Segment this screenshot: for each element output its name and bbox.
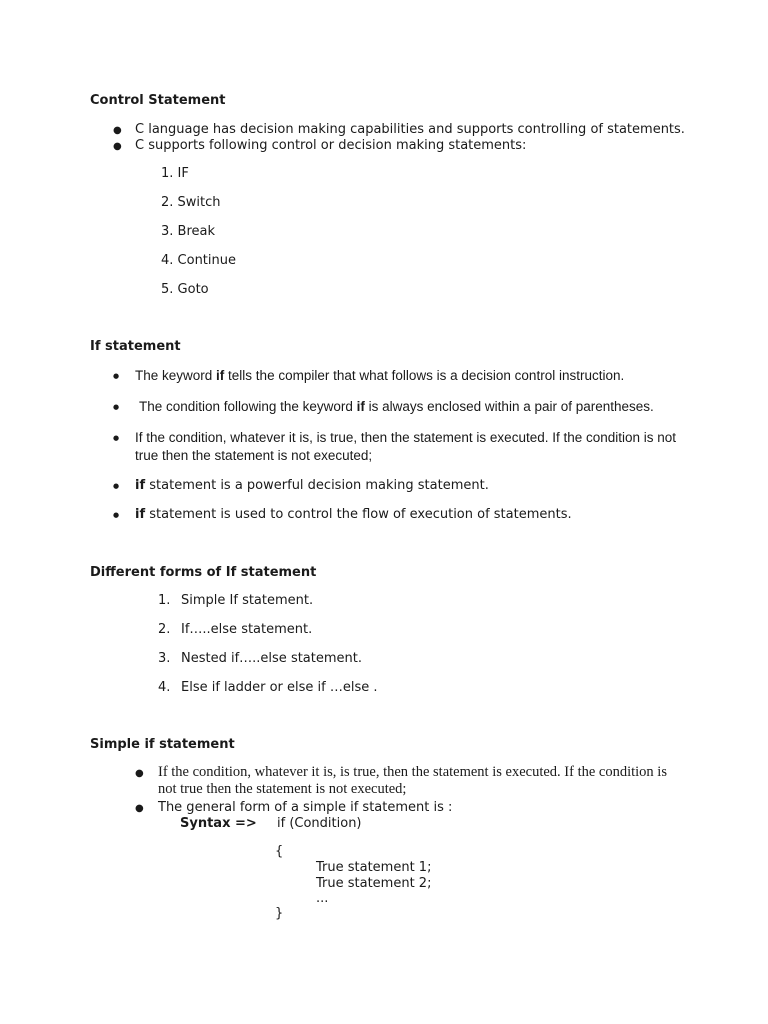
bullet-icon: ● — [113, 403, 120, 411]
bullet-text: C language has decision making capabilities and supports controlling of statements. — [135, 122, 685, 137]
bullet-text: if statement is used to control the flow of execution of statements. — [135, 507, 572, 522]
bullet-text: not true then the statement is not executed; — [158, 781, 407, 797]
bullet-icon: ● — [113, 434, 120, 442]
bullet-text: The condition following the keyword if is always enclosed within a pair of parentheses. — [139, 399, 654, 414]
code-line: True statement 2; — [316, 876, 432, 891]
code-line: ... — [316, 891, 329, 906]
bullet-icon: ● — [113, 511, 120, 519]
list-item: Nested if…..else statement. — [181, 651, 363, 666]
code-close-brace: } — [275, 906, 284, 921]
bullet-text: true then the statement is not executed; — [135, 448, 373, 463]
heading-control-statement: Control Statement — [90, 93, 226, 108]
list-item: Simple If statement. — [181, 593, 314, 608]
list-number: 4. — [158, 680, 171, 695]
list-item: If…..else statement. — [181, 622, 313, 637]
syntax-label: Syntax => — [180, 816, 257, 831]
list-item: 2. Switch — [161, 195, 221, 210]
bullet-text: The general form of a simple if statement is : — [158, 800, 453, 815]
bullet-icon: ● — [135, 768, 144, 779]
heading-simple-if: Simple if statement — [90, 737, 235, 752]
list-item: Else if ladder or else if …else . — [181, 680, 378, 695]
code-open-brace: { — [275, 844, 284, 859]
bullet-text: If the condition, whatever it is, is true, then the statement is executed. If the condition is — [158, 764, 667, 780]
list-number: 3. — [158, 651, 171, 666]
list-item: 5. Goto — [161, 282, 209, 297]
heading-if-statement: If statement — [90, 339, 181, 354]
bullet-icon: ● — [113, 482, 120, 490]
bullet-icon: ● — [113, 372, 120, 380]
bullet-icon: ● — [113, 125, 122, 136]
list-item: 4. Continue — [161, 253, 236, 268]
bullet-icon: ● — [135, 803, 144, 814]
bullet-text: If the condition, whatever it is, is true, then the statement is executed. If the condition is not — [135, 430, 677, 445]
list-item: 1. IF — [161, 166, 189, 181]
code-line: True statement 1; — [316, 860, 432, 875]
bullet-icon: ● — [113, 141, 122, 152]
list-item: 3. Break — [161, 224, 216, 239]
bullet-text: The keyword if tells the compiler that what follows is a decision control instruction. — [135, 368, 625, 383]
bullet-text: C supports following control or decision making statements: — [135, 138, 527, 153]
list-number: 1. — [158, 593, 171, 608]
bullet-text: if statement is a powerful decision making statement. — [135, 478, 489, 493]
syntax-code: if (Condition) — [277, 816, 362, 831]
heading-different-forms: Different forms of If statement — [90, 565, 317, 580]
list-number: 2. — [158, 622, 171, 637]
